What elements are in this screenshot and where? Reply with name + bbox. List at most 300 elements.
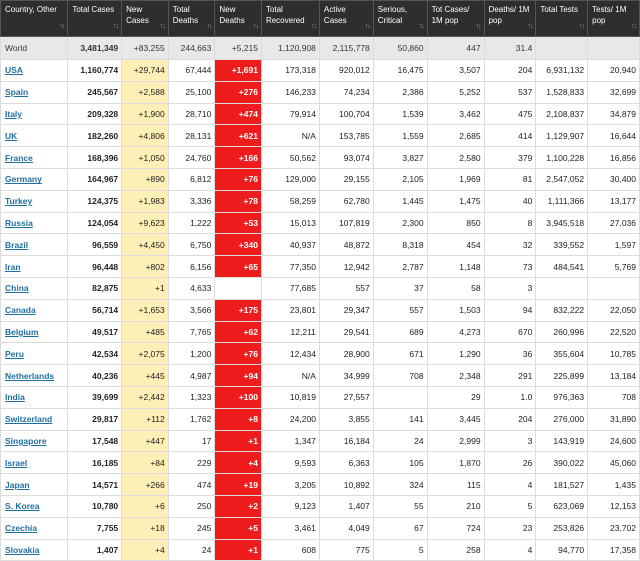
- country-cell: [1, 343, 68, 365]
- total-cases-cell: 182,260: [68, 125, 122, 147]
- total-cases-cell: 14,571: [68, 474, 122, 496]
- active-cases-cell: 3,855: [319, 408, 373, 430]
- table-row: [1, 430, 640, 452]
- serious-critical-cell: 16,475: [373, 60, 427, 82]
- tests-per-1m-cell: 22,050: [588, 299, 640, 321]
- serious-critical-cell: 55: [373, 495, 427, 517]
- sort-arrows-icon[interactable]: ↑↓: [579, 23, 585, 30]
- country-cell: World: [1, 37, 68, 60]
- total-deaths-cell: 28,131: [168, 125, 215, 147]
- deaths-per-1m-cell: 73: [484, 256, 536, 278]
- deaths-per-1m-cell: 3: [484, 277, 536, 299]
- total-tests-cell: 390,022: [536, 452, 588, 474]
- table-row: [1, 452, 640, 474]
- table-row: [1, 125, 640, 147]
- new-cases-cell: +29,744: [122, 60, 169, 82]
- country-cell: [1, 277, 68, 299]
- new-cases-cell: +4,450: [122, 234, 169, 256]
- total-deaths-cell: 7,765: [168, 321, 215, 343]
- total-tests-cell: 976,363: [536, 386, 588, 408]
- tests-per-1m-cell: 23,702: [588, 517, 640, 539]
- new-cases-cell: +1,983: [122, 190, 169, 212]
- total-tests-cell: 260,996: [536, 321, 588, 343]
- new-deaths-cell: +4: [215, 452, 262, 474]
- total-tests-cell: 225,899: [536, 365, 588, 387]
- country-cell: [1, 495, 68, 517]
- sort-arrows-icon[interactable]: ↑↓: [418, 23, 424, 30]
- cases-per-1m-cell: 447: [427, 37, 484, 60]
- total-cases-cell: 124,054: [68, 212, 122, 234]
- cases-per-1m-cell: 1,475: [427, 190, 484, 212]
- cases-per-1m-cell: 115: [427, 474, 484, 496]
- total-recovered-cell: N/A: [261, 365, 319, 387]
- column-header-label: New Deaths: [219, 5, 245, 25]
- new-deaths-cell: +76: [215, 168, 262, 190]
- country-cell: [1, 321, 68, 343]
- active-cases-cell: 100,704: [319, 103, 373, 125]
- column-header-label: Active Cases: [323, 5, 347, 25]
- active-cases-cell: 920,012: [319, 60, 373, 82]
- column-header-label: Total Recovered: [265, 5, 305, 25]
- col-tot-cases-per-1m-header[interactable]: [427, 1, 484, 37]
- new-cases-cell: +83,255: [122, 37, 169, 60]
- serious-critical-cell: 708: [373, 365, 427, 387]
- active-cases-cell: 557: [319, 277, 373, 299]
- serious-critical-cell: 1,559: [373, 125, 427, 147]
- serious-critical-cell: 1,539: [373, 103, 427, 125]
- sort-arrows-icon[interactable]: ↑↓: [59, 23, 65, 30]
- total-deaths-cell: 4,987: [168, 365, 215, 387]
- new-cases-cell: +84: [122, 452, 169, 474]
- new-deaths-cell: +78: [215, 190, 262, 212]
- total-cases-cell: 209,328: [68, 103, 122, 125]
- cases-per-1m-cell: 1,290: [427, 343, 484, 365]
- total-recovered-cell: 40,937: [261, 234, 319, 256]
- country-cell: [1, 408, 68, 430]
- deaths-per-1m-cell: 3: [484, 430, 536, 452]
- country-link[interactable]: Spain: [5, 87, 29, 98]
- total-tests-cell: 484,541: [536, 256, 588, 278]
- tests-per-1m-cell: 17,358: [588, 539, 640, 561]
- total-cases-cell: 56,714: [68, 299, 122, 321]
- total-deaths-cell: 6,812: [168, 168, 215, 190]
- total-deaths-cell: 24: [168, 539, 215, 561]
- total-tests-cell: 832,222: [536, 299, 588, 321]
- new-deaths-cell: +8: [215, 408, 262, 430]
- total-recovered-cell: 12,211: [261, 321, 319, 343]
- deaths-per-1m-cell: 204: [484, 408, 536, 430]
- col-total-cases-header[interactable]: [68, 1, 122, 37]
- deaths-per-1m-cell: 379: [484, 147, 536, 169]
- total-cases-cell: 10,780: [68, 495, 122, 517]
- total-deaths-cell: 6,156: [168, 256, 215, 278]
- sort-arrows-icon[interactable]: ↑↓: [364, 23, 370, 30]
- cases-per-1m-cell: 2,348: [427, 365, 484, 387]
- col-serious-critical-header[interactable]: [373, 1, 427, 37]
- cases-per-1m-cell: 29: [427, 386, 484, 408]
- total-cases-cell: 245,567: [68, 81, 122, 103]
- country-link[interactable]: Singapore: [5, 435, 47, 446]
- new-deaths-cell: +100: [215, 386, 262, 408]
- col-tests-per-1m-header[interactable]: [588, 1, 640, 37]
- active-cases-cell: 34,999: [319, 365, 373, 387]
- total-recovered-cell: 58,259: [261, 190, 319, 212]
- country-link[interactable]: Italy: [5, 108, 23, 119]
- deaths-per-1m-cell: 5: [484, 495, 536, 517]
- total-tests-cell: 623,069: [536, 495, 588, 517]
- active-cases-cell: 775: [319, 539, 373, 561]
- active-cases-cell: 12,942: [319, 256, 373, 278]
- deaths-per-1m-cell: 36: [484, 343, 536, 365]
- total-tests-cell: 1,100,228: [536, 147, 588, 169]
- total-recovered-cell: 608: [261, 539, 319, 561]
- total-cases-cell: 16,185: [68, 452, 122, 474]
- country-cell: [1, 212, 68, 234]
- country-cell: [1, 452, 68, 474]
- total-tests-cell: 2,547,052: [536, 168, 588, 190]
- country-link[interactable]: Iran: [5, 261, 21, 272]
- country-link[interactable]: Israel: [5, 457, 28, 468]
- country-cell: [1, 168, 68, 190]
- total-deaths-cell: 24,760: [168, 147, 215, 169]
- country-link[interactable]: China: [5, 283, 29, 294]
- serious-critical-cell: 24: [373, 430, 427, 452]
- country-link[interactable]: UK: [5, 130, 18, 141]
- total-recovered-cell: 10,819: [261, 386, 319, 408]
- table-row: [1, 103, 640, 125]
- new-deaths-cell: +76: [215, 343, 262, 365]
- cases-per-1m-cell: 2,685: [427, 125, 484, 147]
- deaths-per-1m-cell: 204: [484, 60, 536, 82]
- active-cases-cell: 6,363: [319, 452, 373, 474]
- total-recovered-cell: 9,123: [261, 495, 319, 517]
- new-deaths-cell: +5,215: [215, 37, 262, 60]
- country-link[interactable]: Brazil: [5, 239, 29, 250]
- total-cases-cell: 82,875: [68, 277, 122, 299]
- new-deaths-cell: +276: [215, 81, 262, 103]
- total-tests-cell: [536, 277, 588, 299]
- country-cell: [1, 81, 68, 103]
- new-cases-cell: +18: [122, 517, 169, 539]
- total-cases-cell: 29,817: [68, 408, 122, 430]
- total-cases-cell: 124,375: [68, 190, 122, 212]
- active-cases-cell: 16,184: [319, 430, 373, 452]
- tests-per-1m-cell: 16,644: [588, 125, 640, 147]
- country-cell: [1, 147, 68, 169]
- new-deaths-cell: +1: [215, 539, 262, 561]
- total-recovered-cell: 50,562: [261, 147, 319, 169]
- total-deaths-cell: 28,710: [168, 103, 215, 125]
- new-deaths-cell: +19: [215, 474, 262, 496]
- total-recovered-cell: 1,120,908: [261, 37, 319, 60]
- serious-critical-cell: 67: [373, 517, 427, 539]
- serious-critical-cell: 2,300: [373, 212, 427, 234]
- col-new-deaths-header[interactable]: [215, 1, 262, 37]
- country-cell: [1, 60, 68, 82]
- country-cell: [1, 365, 68, 387]
- new-cases-cell: +112: [122, 408, 169, 430]
- total-deaths-cell: 4,633: [168, 277, 215, 299]
- sort-arrows-icon[interactable]: ↑↓: [159, 23, 165, 30]
- total-cases-cell: 164,967: [68, 168, 122, 190]
- country-link[interactable]: Germany: [5, 174, 42, 185]
- total-tests-cell: 94,770: [536, 539, 588, 561]
- total-recovered-cell: 3,461: [261, 517, 319, 539]
- deaths-per-1m-cell: 8: [484, 212, 536, 234]
- deaths-per-1m-cell: 291: [484, 365, 536, 387]
- new-cases-cell: +447: [122, 430, 169, 452]
- country-link[interactable]: Switzerland: [5, 414, 53, 425]
- sort-arrows-icon[interactable]: ↑↓: [475, 23, 481, 30]
- tests-per-1m-cell: 45,060: [588, 452, 640, 474]
- total-deaths-cell: 474: [168, 474, 215, 496]
- tests-per-1m-cell: 22,520: [588, 321, 640, 343]
- new-cases-cell: +2,075: [122, 343, 169, 365]
- total-deaths-cell: 245: [168, 517, 215, 539]
- new-cases-cell: +890: [122, 168, 169, 190]
- deaths-per-1m-cell: 1.0: [484, 386, 536, 408]
- country-link[interactable]: Peru: [5, 348, 24, 359]
- new-cases-cell: +802: [122, 256, 169, 278]
- new-deaths-cell: +62: [215, 321, 262, 343]
- sort-arrows-icon[interactable]: ↑↓: [310, 23, 316, 30]
- new-cases-cell: +266: [122, 474, 169, 496]
- col-total-deaths-header[interactable]: [168, 1, 215, 37]
- table-row: [1, 474, 640, 496]
- country-link[interactable]: Canada: [5, 305, 36, 316]
- total-tests-cell: 1,528,833: [536, 81, 588, 103]
- country-link[interactable]: Turkey: [5, 196, 33, 207]
- total-deaths-cell: 1,222: [168, 212, 215, 234]
- country-link[interactable]: Russia: [5, 217, 33, 228]
- table-row: [1, 147, 640, 169]
- deaths-per-1m-cell: 670: [484, 321, 536, 343]
- column-header-label: Total Tests: [540, 5, 578, 14]
- deaths-per-1m-cell: 475: [484, 103, 536, 125]
- table-row: [1, 321, 640, 343]
- total-deaths-cell: 17: [168, 430, 215, 452]
- table-row: [1, 386, 640, 408]
- tests-per-1m-cell: [588, 277, 640, 299]
- table-row: [1, 277, 640, 299]
- serious-critical-cell: 689: [373, 321, 427, 343]
- country-link[interactable]: S. Korea: [5, 501, 40, 512]
- tests-per-1m-cell: 10,785: [588, 343, 640, 365]
- country-cell: [1, 430, 68, 452]
- country-cell: [1, 256, 68, 278]
- new-deaths-cell: +1: [215, 430, 262, 452]
- new-deaths-cell: +53: [215, 212, 262, 234]
- new-deaths-cell: +5: [215, 517, 262, 539]
- col-deaths-per-1m-header[interactable]: [484, 1, 536, 37]
- col-active-cases-header[interactable]: [319, 1, 373, 37]
- deaths-per-1m-cell: 94: [484, 299, 536, 321]
- cases-per-1m-cell: 3,445: [427, 408, 484, 430]
- cases-per-1m-cell: 1,870: [427, 452, 484, 474]
- tests-per-1m-cell: 1,597: [588, 234, 640, 256]
- active-cases-cell: 153,785: [319, 125, 373, 147]
- column-header-label: Deaths/ 1M pop: [488, 5, 530, 25]
- sort-arrows-icon[interactable]: ↑↓: [206, 23, 212, 30]
- total-deaths-cell: 67,444: [168, 60, 215, 82]
- cases-per-1m-cell: 724: [427, 517, 484, 539]
- total-tests-cell: 253,826: [536, 517, 588, 539]
- total-deaths-cell: 244,663: [168, 37, 215, 60]
- new-cases-cell: +1,050: [122, 147, 169, 169]
- country-link[interactable]: USA: [5, 65, 23, 76]
- new-deaths-cell: +474: [215, 103, 262, 125]
- cases-per-1m-cell: 2,580: [427, 147, 484, 169]
- serious-critical-cell: 324: [373, 474, 427, 496]
- column-header-label: Total Cases: [72, 5, 115, 14]
- country-link[interactable]: India: [5, 392, 25, 403]
- deaths-per-1m-cell: 23: [484, 517, 536, 539]
- new-deaths-cell: +340: [215, 234, 262, 256]
- active-cases-cell: 28,900: [319, 343, 373, 365]
- sort-arrows-icon[interactable]: ↑↓: [252, 23, 258, 30]
- total-cases-cell: 1,407: [68, 539, 122, 561]
- table-row: [1, 343, 640, 365]
- tests-per-1m-cell: 708: [588, 386, 640, 408]
- active-cases-cell: 48,872: [319, 234, 373, 256]
- serious-critical-cell: 141: [373, 408, 427, 430]
- cases-per-1m-cell: 1,503: [427, 299, 484, 321]
- total-cases-cell: 17,548: [68, 430, 122, 452]
- serious-critical-cell: 557: [373, 299, 427, 321]
- cases-per-1m-cell: 3,507: [427, 60, 484, 82]
- col-new-cases-header[interactable]: [122, 1, 169, 37]
- country-cell: [1, 234, 68, 256]
- total-deaths-cell: 3,566: [168, 299, 215, 321]
- total-cases-cell: 40,236: [68, 365, 122, 387]
- table-row: [1, 517, 640, 539]
- sort-arrows-icon[interactable]: ↑↓: [631, 23, 636, 30]
- cases-per-1m-cell: 3,462: [427, 103, 484, 125]
- col-total-tests-header[interactable]: [536, 1, 588, 37]
- serious-critical-cell: 3,827: [373, 147, 427, 169]
- sort-arrows-icon[interactable]: ↑↓: [113, 23, 119, 30]
- new-deaths-cell: +94: [215, 365, 262, 387]
- active-cases-cell: 62,780: [319, 190, 373, 212]
- tests-per-1m-cell: 30,400: [588, 168, 640, 190]
- col-total-recovered-header[interactable]: [261, 1, 319, 37]
- country-link[interactable]: Japan: [5, 479, 30, 490]
- total-recovered-cell: 79,914: [261, 103, 319, 125]
- country-cell: [1, 474, 68, 496]
- deaths-per-1m-cell: 26: [484, 452, 536, 474]
- total-tests-cell: 3,945,518: [536, 212, 588, 234]
- new-cases-cell: +4: [122, 539, 169, 561]
- country-cell: [1, 190, 68, 212]
- total-recovered-cell: 15,013: [261, 212, 319, 234]
- country-link[interactable]: Belgium: [5, 326, 39, 337]
- country-cell: [1, 103, 68, 125]
- total-cases-cell: 7,755: [68, 517, 122, 539]
- total-deaths-cell: 1,200: [168, 343, 215, 365]
- cases-per-1m-cell: 850: [427, 212, 484, 234]
- table-row: [1, 539, 640, 561]
- active-cases-cell: 29,155: [319, 168, 373, 190]
- total-cases-cell: 49,517: [68, 321, 122, 343]
- table-row: [1, 495, 640, 517]
- country-link[interactable]: France: [5, 152, 33, 163]
- tests-per-1m-cell: 1,435: [588, 474, 640, 496]
- column-header-label: Tests/ 1M pop: [592, 5, 627, 25]
- column-header-label: Tot Cases/ 1M pop: [431, 5, 470, 25]
- cases-per-1m-cell: 1,148: [427, 256, 484, 278]
- table-row: [1, 408, 640, 430]
- total-recovered-cell: 77,350: [261, 256, 319, 278]
- new-deaths-cell: +1,691: [215, 60, 262, 82]
- deaths-per-1m-cell: 4: [484, 474, 536, 496]
- serious-critical-cell: 5: [373, 539, 427, 561]
- table-row: [1, 212, 640, 234]
- column-header-label: New Cases: [126, 5, 149, 25]
- total-deaths-cell: 3,336: [168, 190, 215, 212]
- new-cases-cell: +485: [122, 321, 169, 343]
- total-cases-cell: 96,559: [68, 234, 122, 256]
- table-row: [1, 60, 640, 82]
- deaths-per-1m-cell: 4: [484, 539, 536, 561]
- total-deaths-cell: 229: [168, 452, 215, 474]
- serious-critical-cell: 2,386: [373, 81, 427, 103]
- cases-per-1m-cell: 5,252: [427, 81, 484, 103]
- active-cases-cell: 74,234: [319, 81, 373, 103]
- tests-per-1m-cell: 31,890: [588, 408, 640, 430]
- total-deaths-cell: 1,323: [168, 386, 215, 408]
- total-recovered-cell: 146,233: [261, 81, 319, 103]
- active-cases-cell: 4,049: [319, 517, 373, 539]
- active-cases-cell: 10,892: [319, 474, 373, 496]
- new-cases-cell: +1: [122, 277, 169, 299]
- country-link[interactable]: Netherlands: [5, 370, 55, 381]
- total-tests-cell: 355,604: [536, 343, 588, 365]
- serious-critical-cell: 37: [373, 277, 427, 299]
- new-cases-cell: +9,623: [122, 212, 169, 234]
- cases-per-1m-cell: 2,999: [427, 430, 484, 452]
- world-total-row: [1, 37, 640, 60]
- sort-arrows-icon[interactable]: ↑↓: [527, 23, 533, 30]
- deaths-per-1m-cell: 40: [484, 190, 536, 212]
- new-deaths-cell: +175: [215, 299, 262, 321]
- deaths-per-1m-cell: 31.4: [484, 37, 536, 60]
- country-link[interactable]: Slovakia: [5, 544, 40, 555]
- table-row: [1, 365, 640, 387]
- tests-per-1m-cell: 12,153: [588, 495, 640, 517]
- country-cell: [1, 125, 68, 147]
- total-tests-cell: 2,108,837: [536, 103, 588, 125]
- deaths-per-1m-cell: 414: [484, 125, 536, 147]
- total-cases-cell: 3,481,349: [68, 37, 122, 60]
- tests-per-1m-cell: 34,879: [588, 103, 640, 125]
- tests-per-1m-cell: 16,856: [588, 147, 640, 169]
- col-country-header[interactable]: [1, 1, 68, 37]
- total-recovered-cell: 77,685: [261, 277, 319, 299]
- total-recovered-cell: 173,318: [261, 60, 319, 82]
- new-cases-cell: +1,900: [122, 103, 169, 125]
- new-deaths-cell: [215, 277, 262, 299]
- country-cell: [1, 386, 68, 408]
- table-body: [1, 37, 640, 561]
- total-tests-cell: 181,527: [536, 474, 588, 496]
- country-link[interactable]: Czechia: [5, 523, 38, 534]
- country-cell: [1, 299, 68, 321]
- total-tests-cell: 276,000: [536, 408, 588, 430]
- tests-per-1m-cell: 13,184: [588, 365, 640, 387]
- new-cases-cell: +4,806: [122, 125, 169, 147]
- active-cases-cell: 29,347: [319, 299, 373, 321]
- cases-per-1m-cell: 258: [427, 539, 484, 561]
